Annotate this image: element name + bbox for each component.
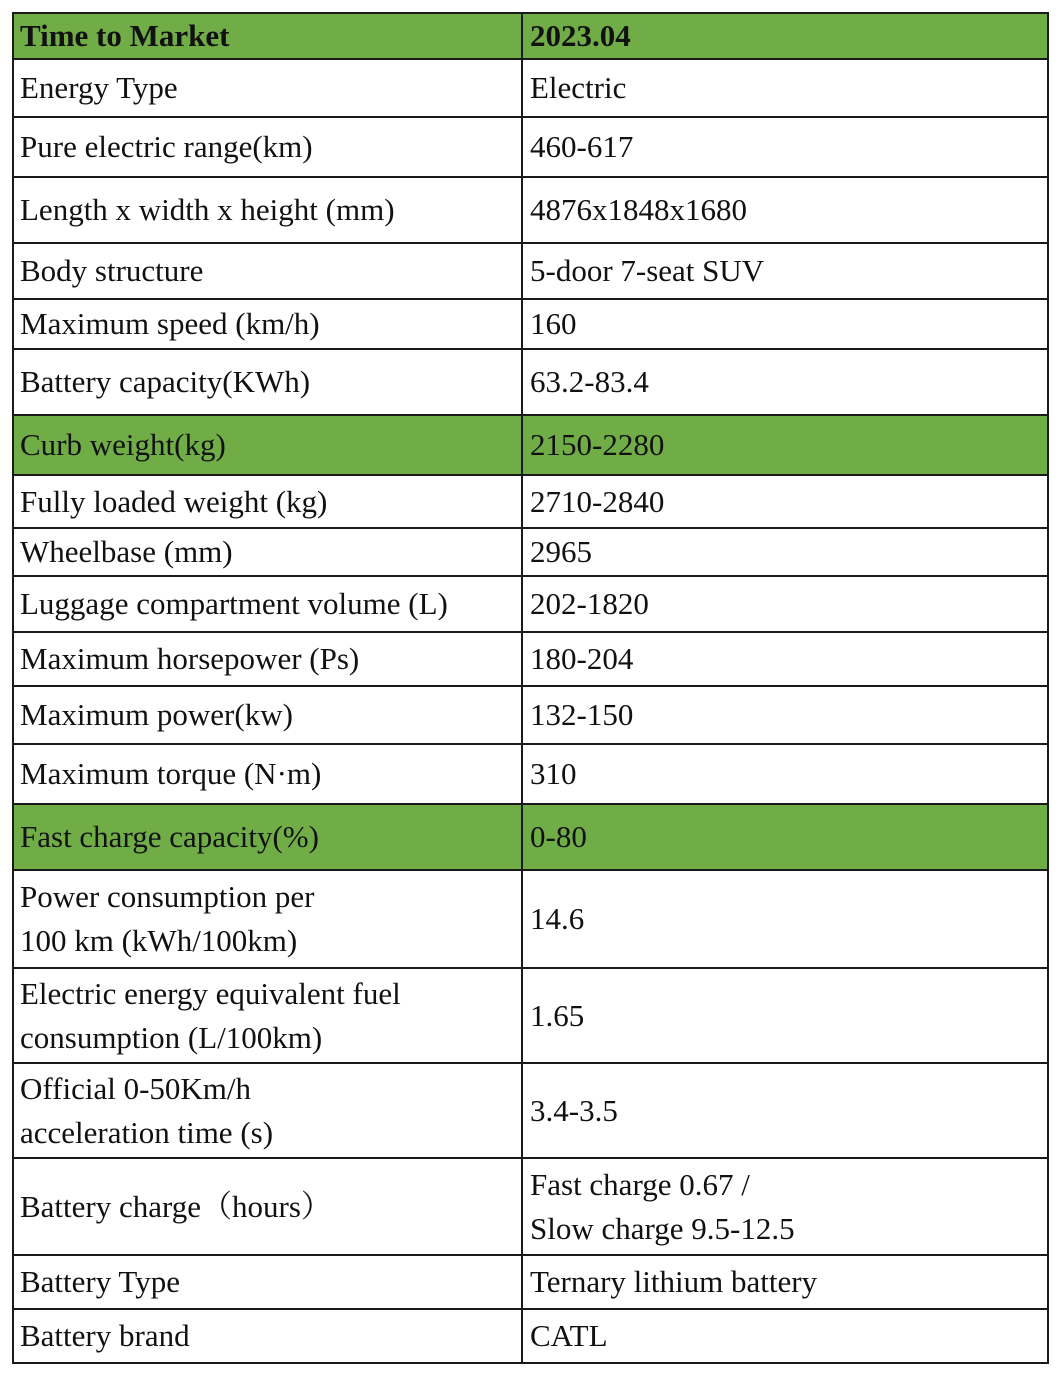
label-cell: Battery charge（hours） [13,1158,522,1255]
table-row [13,870,1048,968]
value-cell: 1.65 [522,968,1048,1063]
table-row [13,349,1048,415]
table-row [13,415,1048,475]
value-cell: 160 [522,299,1048,349]
value-cell: 180-204 [522,632,1048,686]
label-cell: Fully loaded weight (kg) [13,475,522,528]
value-cell: 3.4-3.5 [522,1063,1048,1158]
label-cell: Battery capacity(KWh) [13,349,522,415]
table-row [13,1063,1048,1158]
label-cell: Maximum power(kw) [13,686,522,744]
value-cell: 0-80 [522,804,1048,870]
value-cell: 14.6 [522,870,1048,968]
label-cell: Length x width x height (mm) [13,177,522,243]
table-row [13,528,1048,576]
table-row [13,968,1048,1063]
table-row [13,59,1048,117]
value-cell: 2150-2280 [522,415,1048,475]
label-cell: Maximum horsepower (Ps) [13,632,522,686]
table-row [13,13,1048,59]
table-row [13,177,1048,243]
label-cell: Power consumption per 100 km (kWh/100km) [13,870,522,968]
value-cell: 460-617 [522,117,1048,177]
table-row [13,1309,1048,1363]
label-cell: Electric energy equivalent fuel consumption (L/100km) [13,968,522,1063]
label-cell: Body structure [13,243,522,299]
label-cell: Fast charge capacity(%) [13,804,522,870]
value-cell: Fast charge 0.67 / Slow charge 9.5-12.5 [522,1158,1048,1255]
label-cell: Battery Type [13,1255,522,1309]
value-cell: 2965 [522,528,1048,576]
value-cell: 2710-2840 [522,475,1048,528]
label-cell: Time to Market [13,13,522,59]
table-row [13,744,1048,804]
spec-table [12,12,1049,1364]
table-row [13,299,1048,349]
value-cell: Electric [522,59,1048,117]
table-row [13,117,1048,177]
label-cell: Pure electric range(km) [13,117,522,177]
label-cell: Wheelbase (mm) [13,528,522,576]
table-row [13,804,1048,870]
table-row [13,1158,1048,1255]
table-row [13,686,1048,744]
value-cell: CATL [522,1309,1048,1363]
value-cell: 310 [522,744,1048,804]
value-cell: 202-1820 [522,576,1048,632]
value-cell: 2023.04 [522,13,1048,59]
label-cell: Official 0-50Km/h acceleration time (s) [13,1063,522,1158]
table-row [13,1255,1048,1309]
value-cell: 132-150 [522,686,1048,744]
table-row [13,576,1048,632]
value-cell: 4876x1848x1680 [522,177,1048,243]
label-cell: Luggage compartment volume (L) [13,576,522,632]
label-cell: Battery brand [13,1309,522,1363]
value-cell: Ternary lithium battery [522,1255,1048,1309]
value-cell: 5-door 7-seat SUV [522,243,1048,299]
label-cell: Maximum speed (km/h) [13,299,522,349]
table-row [13,632,1048,686]
table-row [13,475,1048,528]
value-cell: 63.2-83.4 [522,349,1048,415]
table-row [13,243,1048,299]
label-cell: Energy Type [13,59,522,117]
label-cell: Curb weight(kg) [13,415,522,475]
label-cell: Maximum torque (N·m) [13,744,522,804]
